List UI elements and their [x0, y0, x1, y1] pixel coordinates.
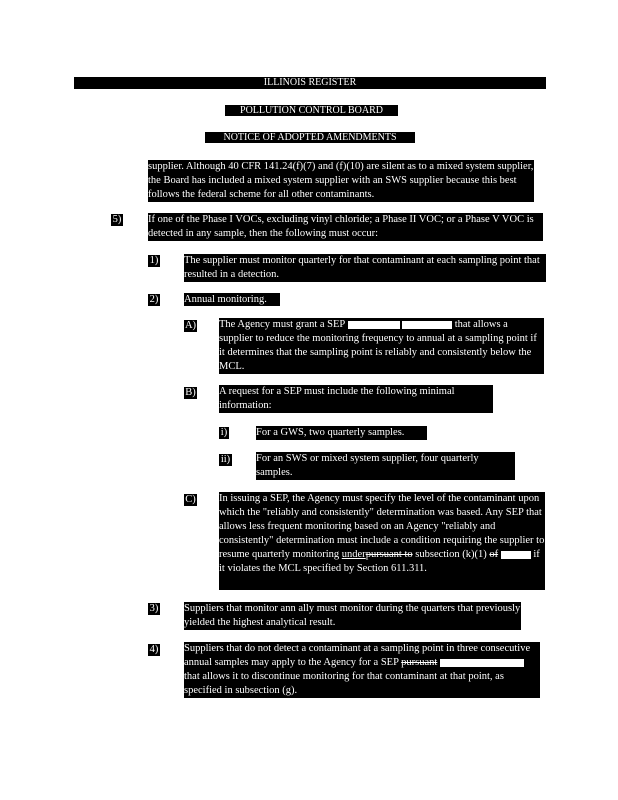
sub-4-label: 4) [149, 644, 159, 655]
sub-a-pre: The Agency must grant a SEP [219, 319, 345, 330]
sub-b-i-text: For a GWS, two quarterly samples. [256, 426, 427, 440]
header-rule [74, 88, 546, 89]
sub-c-label: C) [185, 494, 196, 505]
item-5-text: If one of the Phase I VOCs, excluding vinyl chloride; a Phase II VOC; or a Phase V VOC is detected in any sample, then the following must occur: [148, 213, 543, 241]
sub-c-post: if it violates the MCL specified by Section 611.311. [219, 549, 540, 574]
sub-3-label: 3) [149, 603, 159, 614]
sub-b-text: A request for a SEP must include the following minimal information: [219, 385, 493, 413]
register-title: ILLINOIS REGISTER [74, 77, 546, 88]
redaction-mark [501, 551, 531, 559]
notice-title: NOTICE OF ADOPTED AMENDMENTS [205, 132, 415, 143]
redaction-mark [440, 659, 524, 667]
sub-b-label: B) [185, 387, 196, 398]
sub-c-mid: subsection (k)(1) [415, 549, 487, 560]
sub-3-text: Suppliers that monitor ann ally must monitor during the quarters that previously yielded the highest analytical result. [184, 603, 521, 628]
sub-b-ii-text: For an SWS or mixed system supplier, four quarterly samples. [256, 452, 515, 480]
sub-2-text: Annual monitoring. [184, 293, 280, 306]
sub-c-deleted-2: of [489, 549, 499, 560]
sub-4-text [184, 642, 540, 698]
sub-4-pre: Suppliers that do not detect a contaminant at a sampling point in three consecutive annual samples may apply to the Agency for a SEP [184, 643, 531, 668]
sub-4-post: that allows it to discontinue monitoring for that contaminant at that point, as specified in subsection (g). [184, 671, 504, 696]
sub-1-label: 1) [149, 255, 159, 266]
sub-c-pre: In issuing a SEP, the Agency must specify the level of the contaminant upon which the "reliably and consistently" determination was based. Any SEP that allows less frequent monitoring based on an Agency "reliably and consistently" determination must include a condition requiring the supplier to resume quarterly monitoring [219, 493, 545, 560]
board-title: POLLUTION CONTROL BOARD [225, 105, 398, 116]
sub-b-i-label: i) [220, 427, 228, 438]
redaction-mark [348, 321, 400, 329]
sub-b-ii-label: ii) [220, 454, 231, 465]
sub-2-label: 2) [149, 294, 159, 305]
sub-a-text [219, 318, 544, 374]
sub-c-inserted: under [341, 549, 366, 560]
redaction-mark [402, 321, 452, 329]
sub-c-deleted: pursuant to [365, 549, 413, 560]
sub-a-post: that allows a supplier to reduce the monitoring frequency to annual at a sampling point if it determines that the sampling point is reliably and consistently below the MCL. [219, 319, 537, 372]
sub-4-deleted: pursuant [401, 657, 438, 668]
sub-c-text [219, 492, 545, 590]
sub-1-text: The supplier must monitor quarterly for that contaminant at each sampling point that resulted in a detection. [184, 254, 546, 282]
intro-paragraph: supplier. Although 40 CFR 141.24(f)(7) and (f)(10) are silent as to a mixed system supplier, the Board has included a mixed system supplier with an SWS supplier because this best follows the federal scheme for all other contaminants. [148, 161, 534, 200]
sub-a-label: A) [184, 320, 197, 331]
item-5-label: 5) [112, 214, 122, 225]
